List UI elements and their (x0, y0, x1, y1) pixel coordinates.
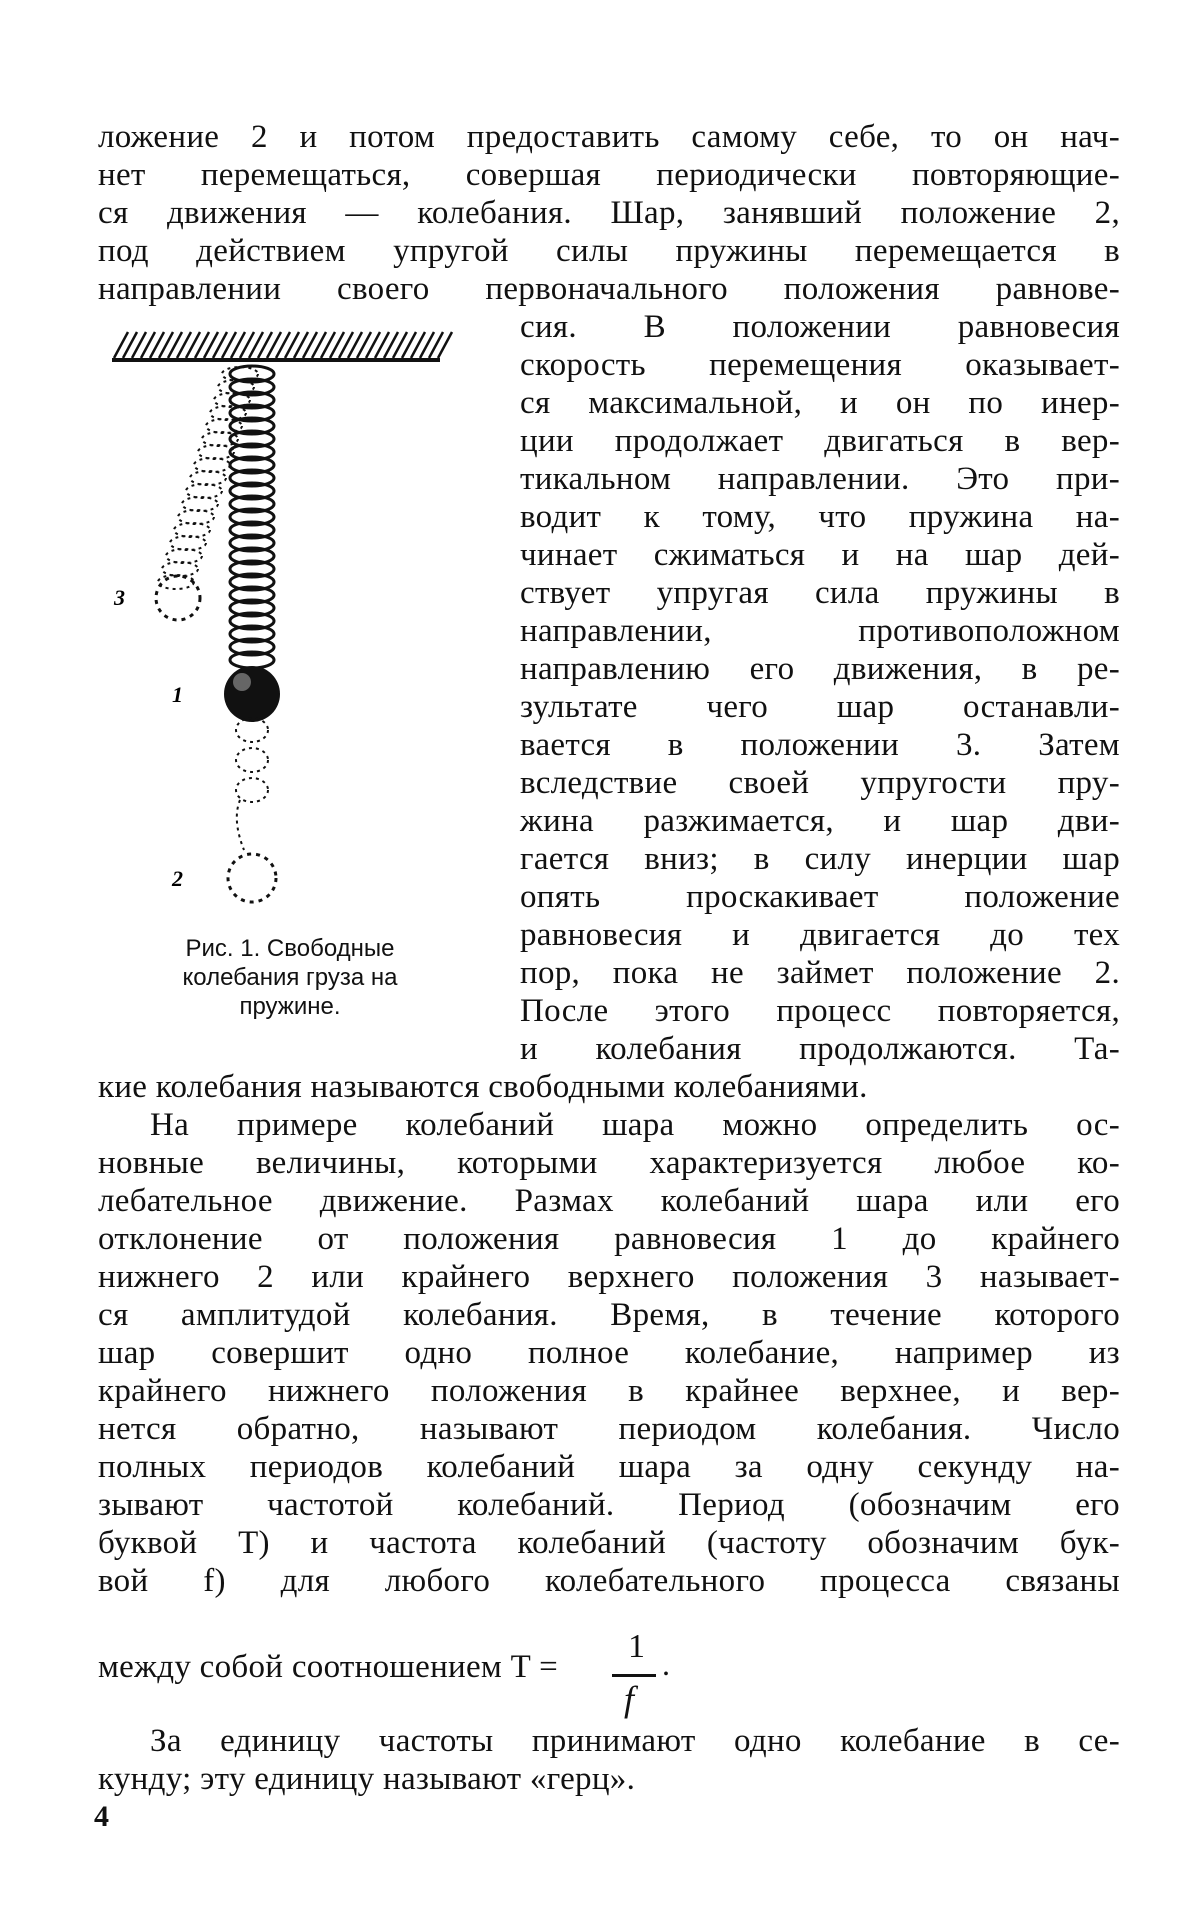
figure-caption-line: пружине. (239, 993, 341, 1020)
spring-main (230, 366, 274, 668)
text-line: ции продолжает двигаться в вер- (520, 423, 1120, 459)
text-line: ся максимальной, и он по инер- (520, 385, 1120, 421)
text-line: опять проскакивает положение (520, 879, 1120, 915)
text-line: зультате чего шар останавли- (520, 689, 1120, 725)
text-line: кунду; эту единицу называют «герц». (98, 1761, 636, 1797)
text-line: крайнего нижнего положения в крайнее верхнее, и вер- (98, 1373, 1120, 1409)
text-line: новные величины, которыми характеризуется любое ко- (98, 1145, 1120, 1181)
ceiling-hatch (112, 332, 452, 360)
ball-position-3 (156, 576, 200, 620)
text-line: ся движения — колебания. Шар, занявший положение 2, (98, 195, 1120, 231)
fraction-numerator: 1 (628, 1628, 645, 1665)
text-line: направлении своего первоначального положения равнове- (98, 271, 1120, 307)
spring-oscillation-figure (100, 330, 460, 930)
label-1: 1 (172, 682, 183, 707)
spring-position-3 (158, 367, 258, 589)
text-line: буквой T) и частота колебаний (частоту обозначим бук- (98, 1525, 1120, 1561)
text-line: зывают частотой колебаний. Период (обозначим его (98, 1487, 1120, 1523)
text-line: лебательное движение. Размах колебаний шара или его (98, 1183, 1120, 1219)
figure-caption-line: колебания груза на (182, 964, 398, 991)
text-line: сия. В положении равновесия (520, 309, 1120, 345)
text-line: тикальном направлении. Это при- (520, 461, 1120, 497)
label-2: 2 (172, 866, 183, 891)
text-line: равновесия и двигается до тех (520, 917, 1120, 953)
text-line: полных периодов колебаний шара за одну секунду на- (98, 1449, 1120, 1485)
text-line: жина разжимается, и шар дви- (520, 803, 1120, 839)
text-line: гается вниз; в силу инерции шар (520, 841, 1120, 877)
text-line: пор, пока не займет положение 2. (520, 955, 1120, 991)
text-line: вой f) для любого колебательного процесса связаны (98, 1563, 1120, 1599)
label-3: 3 (114, 585, 125, 610)
text-line: вследствие своей упругости пру- (520, 765, 1120, 801)
formula-lead-text: между собой соотношением T = (98, 1649, 558, 1685)
text-line: За единицу частоты принимают одно колебание в се- (150, 1723, 1120, 1759)
text-line: скорость перемещения оказывает- (520, 347, 1120, 383)
text-line: нижнего 2 или крайнего верхнего положения 3 называет- (98, 1259, 1120, 1295)
text-line: направлении, противоположном (520, 613, 1120, 649)
ball-position-2 (228, 854, 276, 902)
fraction-denominator: f (624, 1679, 635, 1719)
text-line: отклонение от положения равновесия 1 до крайнего (98, 1221, 1120, 1257)
formula-period: . (662, 1646, 670, 1682)
spring-extended (236, 718, 268, 850)
text-line: На примере колебаний шара можно определить ос- (150, 1107, 1120, 1143)
text-line: шар совершит одно полное колебание, например из (98, 1335, 1120, 1371)
text-line: ся амплитудой колебания. Время, в течение которого (98, 1297, 1120, 1333)
text-line: под действием упругой силы пружины перемещается в (98, 233, 1120, 269)
text-line: чинает сжиматься и на шар дей- (520, 537, 1120, 573)
text-line: направлению его движения, в ре- (520, 651, 1120, 687)
text-line: ложение 2 и потом предоставить самому себе, то он нач- (98, 119, 1120, 155)
text-line: нется обратно, называют периодом колебания. Число (98, 1411, 1120, 1447)
text-line: и колебания продолжаются. Та- (520, 1031, 1120, 1067)
text-line: ствует упругая сила пружины в (520, 575, 1120, 611)
text-line: вается в положении 3. Затем (520, 727, 1120, 763)
formula-fraction (600, 1630, 670, 1720)
text-line: После этого процесс повторяется, (520, 993, 1120, 1029)
fraction-bar (612, 1674, 656, 1677)
figure-caption-line: Рис. 1. Свободные (185, 935, 395, 962)
text-line: водит к тому, что пружина на- (520, 499, 1120, 535)
ball-position-1 (224, 666, 280, 722)
page-number: 4 (94, 1800, 109, 1833)
text-line: нет перемещаться, совершая периодически повторяющие- (98, 157, 1120, 193)
text-line: кие колебания называются свободными колебаниями. (98, 1069, 868, 1105)
